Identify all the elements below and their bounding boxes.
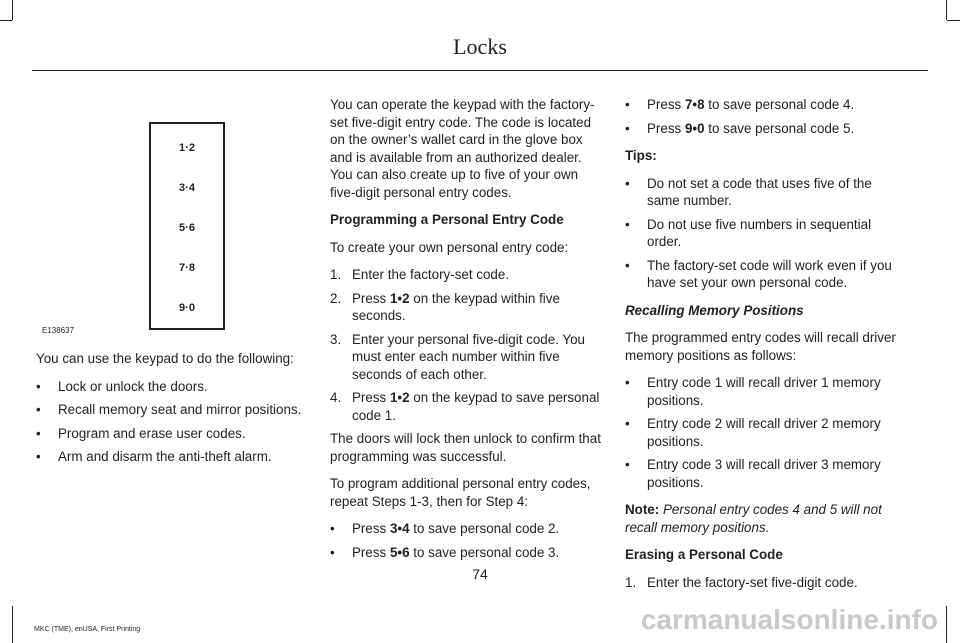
col2-confirm: The doors will lock then unlock to confirm that programming was successful.: [330, 431, 601, 464]
col2-intro: You can operate the keypad with the factory-set five-digit entry code. The code is located on the owner’s wallet card in the glove box and is available from an authorized dealer. You can also create up to five of your own five-digit personal entry codes.: [330, 97, 595, 200]
keypad-figure: [36, 100, 308, 340]
step-item: 1. Enter the factory-set code.: [330, 267, 510, 282]
list-item: • Recall memory seat and mirror positions.: [36, 402, 302, 417]
list-item: • Press 3•4 to save personal code 2.: [330, 521, 560, 536]
watermark: carmanualsonline.info: [640, 604, 938, 635]
figure-id: E138637: [42, 326, 75, 335]
col1-intro: You can use the keypad to do the following:: [36, 351, 294, 366]
column-2: [330, 96, 602, 567]
column-1: [36, 350, 311, 472]
list-item: • Press 9•0 to save personal code 5.: [625, 120, 855, 136]
note: Note: Personal entry codes 4 and 5 will not recall memory positions.: [625, 502, 882, 535]
crop-mark-tr-v: [946, 0, 947, 20]
list-item: • Press 5•6 to save personal code 3.: [330, 544, 560, 560]
keypad-key: 5·6: [179, 222, 195, 234]
step-item: 1. Enter the factory-set five-digit code.: [625, 574, 858, 590]
keypad-key: 3·4: [179, 182, 195, 194]
col2-additional: To program additional personal entry codes, repeat Steps 1-3, then for Step 4:: [330, 476, 591, 509]
header-rule: [32, 70, 928, 71]
step-item: 4. Press 1•2 on the keypad to save personal code 1.: [330, 390, 600, 423]
step-item: 3. Enter your personal five-digit code. You must enter each number within five seconds of each other.: [330, 331, 585, 382]
crop-mark-tl-v: [12, 0, 13, 20]
keypad-illustration: [149, 122, 225, 330]
list-item: • Arm and disarm the anti-theft alarm.: [36, 449, 272, 464]
col3-recall-lead: The programmed entry codes will recall driver memory positions as follows:: [625, 330, 896, 363]
print-info: MKC (TME), enUSA, First Printing: [34, 626, 141, 633]
keypad-key: 7·8: [179, 262, 195, 274]
list-item: • Entry code 2 will recall driver 2 memory positions.: [625, 416, 881, 449]
crop-mark-bl-v: [12, 606, 13, 643]
page-title: Locks: [453, 34, 507, 59]
list-item: • Do not set a code that uses five of the same number.: [625, 175, 872, 208]
section-heading: Recalling Memory Positions: [625, 302, 804, 318]
list-item: • Program and erase user codes.: [36, 425, 246, 441]
page-number: 74: [472, 566, 488, 582]
list-item: • Press 7•8 to save personal code 4.: [625, 97, 855, 112]
list-item: • Entry code 3 will recall driver 3 memory positions.: [625, 457, 881, 490]
section-heading: Erasing a Personal Code: [625, 547, 783, 562]
col2-lead: To create your own personal entry code:: [330, 239, 569, 255]
tips-label: Tips:: [625, 148, 657, 163]
keypad-key: 9·0: [179, 302, 195, 314]
crop-mark-br-v: [946, 606, 947, 643]
list-item: • Entry code 1 will recall driver 1 memory positions.: [625, 375, 881, 408]
list-item: • The factory-set code will work even if you have set your own personal code.: [625, 257, 892, 290]
column-3: [625, 96, 897, 597]
crop-mark-tl-h: [0, 20, 12, 21]
section-heading: Programming a Personal Entry Code: [330, 212, 564, 227]
list-item: • Do not use five numbers in sequential order.: [625, 216, 872, 249]
list-item: • Lock or unlock the doors.: [36, 378, 208, 394]
keypad-key: 1·2: [179, 142, 195, 154]
step-item: 2. Press 1•2 on the keypad within five seconds.: [330, 290, 560, 323]
crop-mark-tr-h: [947, 20, 960, 21]
